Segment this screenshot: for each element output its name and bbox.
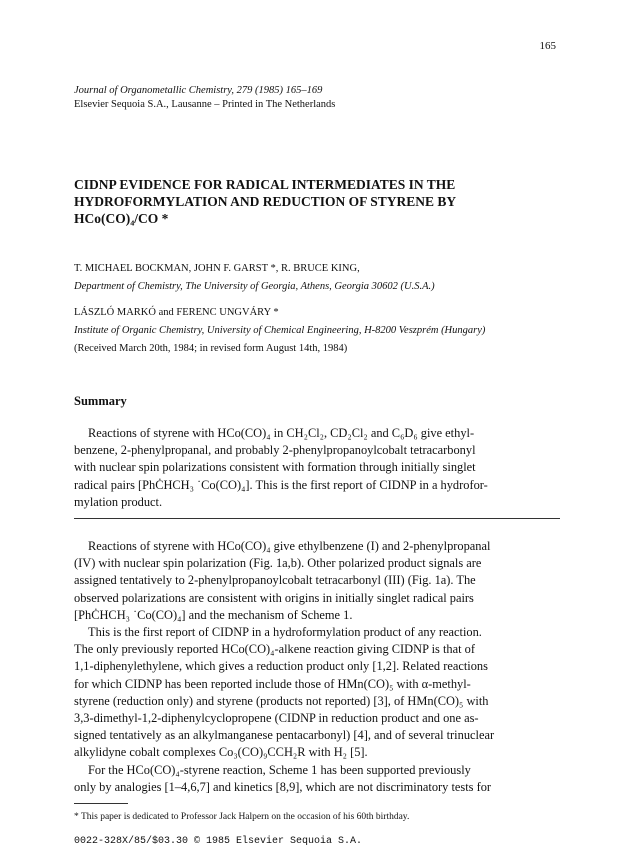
body-line: The only previously reported HCo(CO)₄-alkene reaction giving CIDNP is that of: [74, 642, 475, 657]
title-line: HYDROFORMYLATION AND REDUCTION OF STYRENE BY: [74, 194, 457, 209]
body-line: [PhĊHCH₃ ˙Co(CO)₄] and the mechanism of Scheme 1.: [74, 607, 353, 622]
received-dates: (Received March 20th, 1984; in revised form August 14th, 1984): [74, 343, 348, 354]
body-line: signed tentatively as an alkylmanganese pentacarbonyl) [4], and of several trinuclear: [74, 728, 495, 743]
paper-title: [74, 176, 554, 227]
summary-heading: Summary: [74, 394, 127, 408]
summary-abstract: [74, 425, 560, 511]
footnote: * This paper is dedicated to Professor Jack Halpern on the occasion of his 60th birthday.: [74, 812, 410, 822]
journal-name-line: Journal of Organometallic Chemistry, 279 (1985) 165–169: [74, 85, 323, 96]
body-line: assigned tentatively to 2-phenylpropanoylcobalt tetracarbonyl (III) (Fig. 1a). The: [74, 573, 476, 588]
summary-line: mylation product.: [74, 494, 163, 509]
author-names: LÁSZLÓ MARKÓ and FERENC UNGVÁRY *: [74, 307, 279, 318]
body-line: 3,3-dimethyl-1,2-diphenylcyclopropene (CIDNP in reduction product and one as-: [74, 711, 479, 726]
copyright-line: 0022-328X/85/$03.30 © 1985 Elsevier Sequoia S.A.: [74, 836, 363, 847]
summary-line: Reactions of styrene with HCo(CO)₄ in CH₂Cl₂, CD₂Cl₂ and C₆D₆ give ethyl-: [88, 426, 475, 440]
body-line: observed polarizations are consistent with origins in initially singlet radical pairs: [74, 590, 474, 605]
body-line: for which CIDNP has been reported include those of HMn(CO)₅ with α-methyl-: [74, 676, 471, 691]
summary-line: benzene, 2-phenylpropanal, and probably 2-phenylpropanoylcobalt tetracarbonyl: [74, 443, 476, 458]
summary-line: radical pairs [PhĊHCH₃ ˙Co(CO)₄]. This is the first report of CIDNP in a hydrofor-: [74, 477, 488, 492]
body-text: [74, 538, 560, 796]
body-line: styrene (reduction only) and styrene (products not reported) [3], of HMn(CO)₅ with: [74, 693, 489, 708]
author-affiliation: Institute of Organic Chemistry, University of Chemical Engineering, H-8200 Veszprém (Hungary): [74, 325, 486, 336]
author-names: T. MICHAEL BOCKMAN, JOHN F. GARST *, R. BRUCE KING,: [74, 263, 360, 274]
body-line: 1,1-diphenylethylene, which gives a reduction product only [1,2]. Related reactions: [74, 659, 488, 674]
body-line: only by analogies [1–4,6,7] and kinetics [8,9], which are not discriminatory tests for: [74, 779, 492, 794]
body-line: alkylidyne cobalt complexes Co₃(CO)₉CCH₂R with H₂ [5].: [74, 745, 368, 760]
title-line: CIDNP EVIDENCE FOR RADICAL INTERMEDIATES IN THE: [74, 177, 456, 192]
summary-line: with nuclear spin polarizations consistent with formation through initially singlet: [74, 460, 476, 475]
body-line: This is the first report of CIDNP in a hydroformylation product of any reaction.: [88, 625, 482, 640]
section-divider: [74, 518, 560, 519]
author-affiliation: Department of Chemistry, The University of Georgia, Athens, Georgia 30602 (U.S.A.): [74, 281, 435, 292]
author-block-hungary: [74, 306, 574, 356]
page-number: 165: [539, 40, 556, 52]
body-line: (IV) with nuclear spin polarization (Fig. 1a,b). Other polarized product signals are: [74, 556, 482, 571]
body-line: For the HCo(CO)₄-styrene reaction, Scheme 1 has been supported previously: [88, 762, 471, 777]
journal-citation: [74, 84, 335, 112]
publisher-line: Elsevier Sequoia S.A., Lausanne – Printed in The Netherlands: [74, 99, 336, 110]
body-line: Reactions of styrene with HCo(CO)₄ give ethylbenzene (I) and 2-phenylpropanal: [88, 539, 491, 553]
footnote-divider: [74, 803, 128, 804]
author-block-georgia: [74, 262, 574, 294]
title-line: HCo(CO)₄/CO *: [74, 211, 169, 226]
